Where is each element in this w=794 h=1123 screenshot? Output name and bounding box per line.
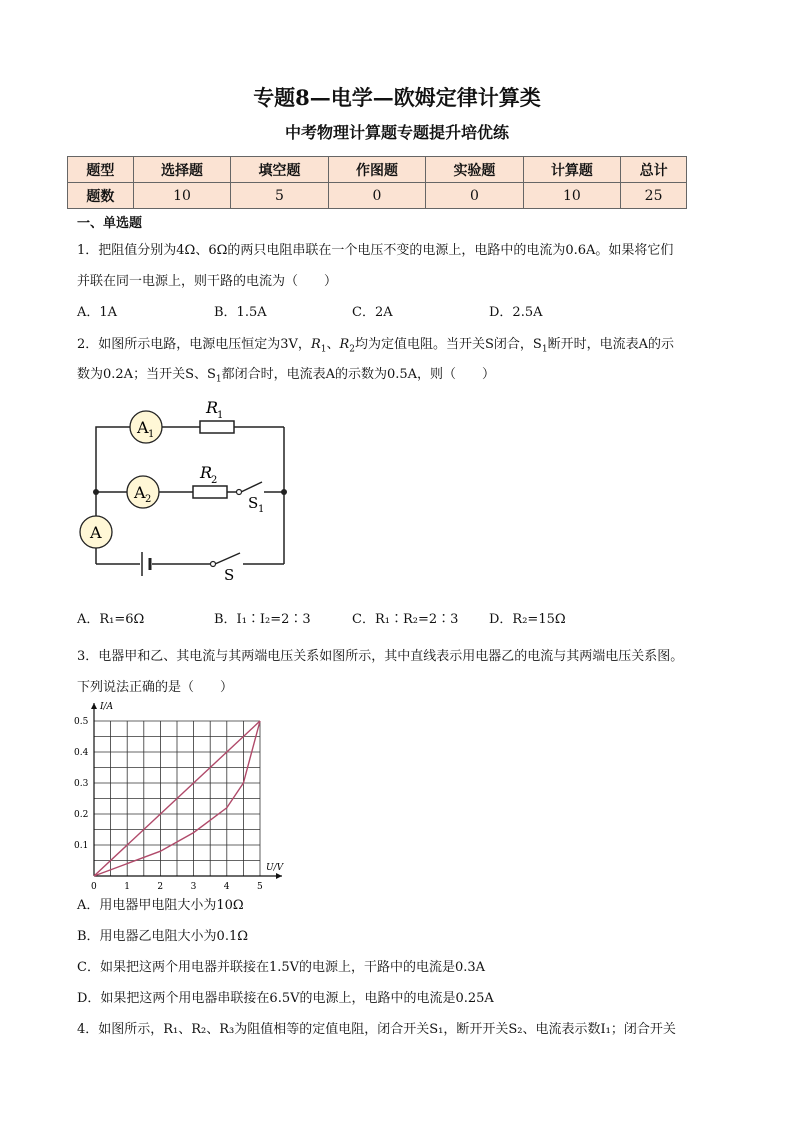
table-cell: 总计: [621, 157, 687, 183]
resistor-r1: [200, 421, 234, 433]
a2-label: A: [134, 483, 146, 502]
table-cell: 选择题: [133, 157, 230, 183]
table-cell: 0: [328, 183, 425, 209]
r1-sub: 1: [217, 410, 224, 421]
q4-line1: 4．如图所示，R₁、R₂、R₃为阻值相等的定值电阻，闭合开关S₁，断开开关S₂、电流表示数I₁；闭合开关: [77, 1022, 676, 1037]
q2-option-a: A．R₁=6Ω: [77, 612, 145, 627]
a1-sub: 1: [148, 429, 155, 440]
iu-chart: [72, 696, 292, 890]
q2-line2-a: 数为0.2A；当开关S、S: [77, 367, 216, 382]
q2-line2: 数为0.2A；当开关S、$S_1$都闭合时，电流表A的示数为0.5A，则（ ）: [77, 367, 496, 385]
q2-option-c: C．R₁∶R₂=2∶3: [352, 612, 459, 627]
table-cell: 10: [133, 183, 230, 209]
r1-label: R: [206, 398, 219, 417]
x-tick-label: 1: [124, 882, 130, 890]
a-label: A: [90, 523, 102, 542]
page-subtitle: 中考物理计算题专题提升培优练: [284, 123, 509, 142]
r2-sub: 2: [211, 475, 218, 486]
q2-line2-b: 都闭合时，电流表A的示数为0.5A，则（ ）: [221, 367, 496, 382]
table-cell: 实验题: [426, 157, 523, 183]
resistor-r2: [193, 486, 227, 498]
r2-label: R: [200, 463, 213, 482]
q1-line2: 并联在同一电源上，则干路的电流为（ ）: [77, 274, 338, 289]
q2-option-d: D．R₂=15Ω: [489, 612, 566, 627]
table-cell: 题型: [68, 157, 134, 183]
section-title: 一、单选题: [77, 216, 143, 231]
table-cell: 作图题: [328, 157, 425, 183]
x-tick-label: 5: [257, 882, 263, 890]
q2-line1-a: 2．如图所示电路，电源电压恒定为3V，: [77, 337, 311, 352]
s1-sub: 1: [258, 504, 265, 515]
q1-option-d: D．2.5A: [489, 305, 543, 320]
q1-line1: 1．把阻值分别为4Ω、6Ω的两只电阻串联在一个电压不变的电源上，电路中的电流为0.6A。如果将它们: [77, 243, 674, 258]
q3-line1: 3．电器甲和乙、其电流与其两端电压关系如图所示，其中直线表示用电器乙的电流与其两端电压关系图。: [77, 649, 684, 664]
s-label: S: [224, 566, 235, 584]
table-cell: 10: [523, 183, 620, 209]
q1-option-a: A．1A: [77, 305, 118, 320]
q3-option-a: A．用电器甲电阻大小为10Ω: [77, 898, 244, 913]
x-tick-label: 4: [223, 882, 230, 890]
table-cell: 填空题: [231, 157, 328, 183]
page-title: 专题8—电学—欧姆定律计算类: [253, 85, 541, 110]
y-tick-label: 0.1: [74, 841, 89, 851]
table-cell: 题数: [68, 183, 134, 209]
x-axis-arrow: [276, 873, 282, 879]
q3-line2: 下列说法正确的是（ ）: [77, 680, 234, 695]
q3-option-c: C．如果把这两个用电器并联接在1.5V的电源上，干路中的电流是0.3A: [77, 960, 486, 975]
x-tick-label: 2: [157, 882, 164, 890]
q2-line1-b: 均为定值电阻。当开关S闭合，S: [355, 337, 542, 352]
q1-option-c: C．2A: [352, 305, 393, 320]
q3-option-d: D．如果把这两个用电器串联接在6.5V的电源上，电路中的电流是0.25A: [77, 991, 494, 1006]
table-cell: 0: [426, 183, 523, 209]
q2-line1-c: 断开时，电流表A的示: [547, 337, 674, 352]
table-cell: 计算题: [523, 157, 620, 183]
y-axis-arrow: [91, 703, 97, 709]
a2-sub: 2: [145, 494, 152, 505]
y-tick-label: 0.5: [74, 717, 89, 727]
x-tick-label: 0: [91, 882, 97, 890]
q3-option-b: B．用电器乙电阻大小为0.1Ω: [77, 929, 249, 944]
x-tick-label: 3: [190, 882, 197, 890]
y-tick-label: 0.2: [74, 810, 89, 820]
s1-label: S: [248, 494, 259, 512]
y-axis-label: I/A: [100, 702, 114, 712]
x-axis-label: U/V: [266, 863, 284, 873]
q1-option-b: B．1.5A: [214, 305, 267, 320]
q2-line1: 2．如图所示电路，电源电压恒定为3V，$R_1$、$R_2$均为定值电阻。当开关S闭合，$S_1$断开时，电流表A的示: [77, 337, 674, 355]
table-cell: 5: [231, 183, 328, 209]
y-tick-label: 0.4: [74, 748, 89, 758]
y-tick-label: 0.3: [74, 779, 89, 789]
a1-label: A: [137, 418, 149, 437]
q2-option-b: B．I₁∶I₂=2∶3: [214, 612, 311, 627]
table-cell: 25: [621, 183, 687, 209]
